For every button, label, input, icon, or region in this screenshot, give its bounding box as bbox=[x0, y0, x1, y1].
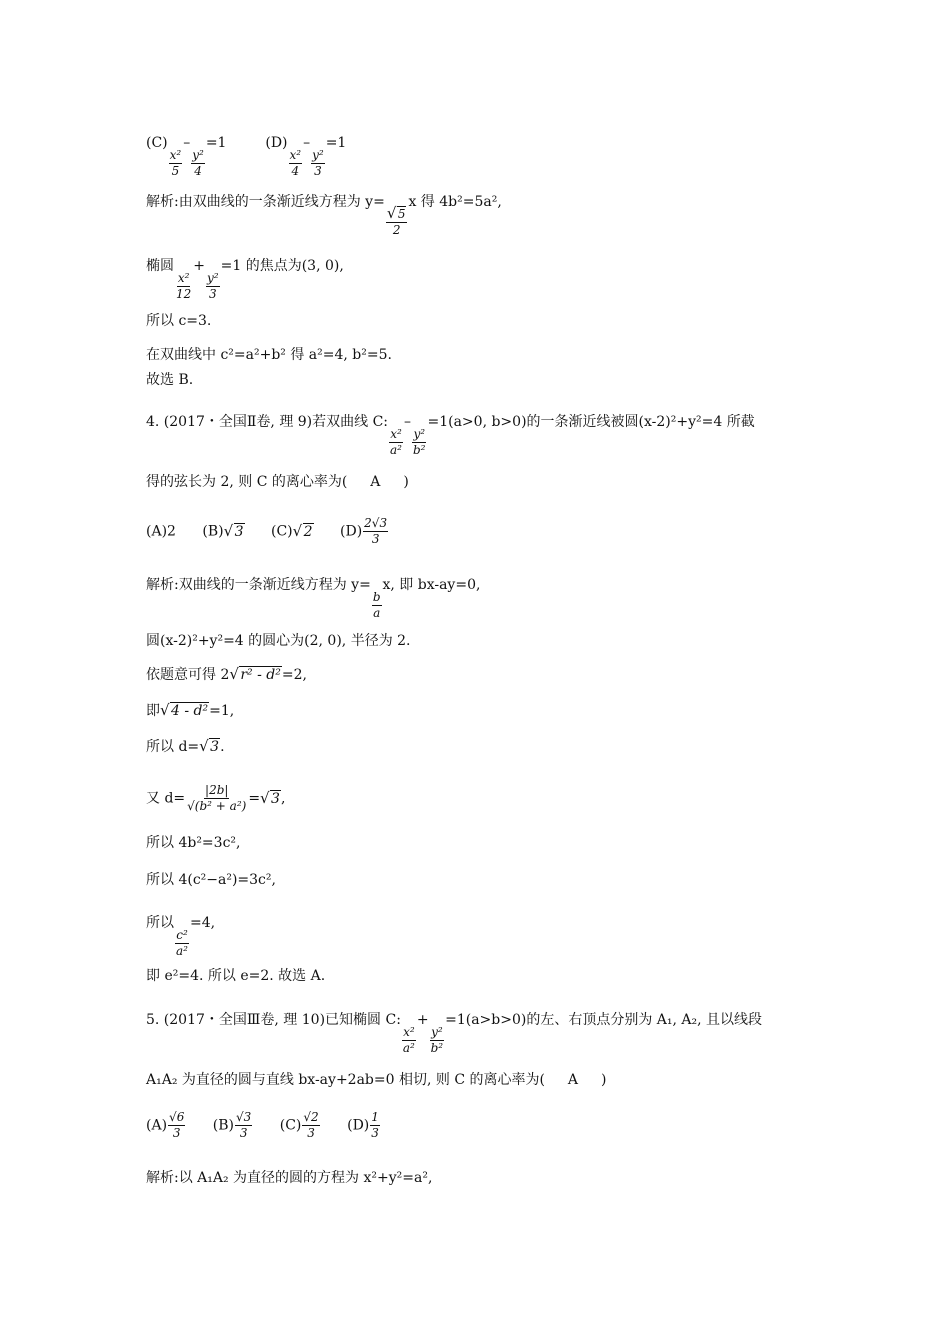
q4-stem-line-2: 得的弦长为 2, 则 C 的离心率为( A ) bbox=[146, 474, 409, 490]
q3-solution-line-1: 解析:由双曲线的一条渐近线方程为 y= √ $\frac{5}{2}$ x 得 4b²=5a², bbox=[146, 192, 502, 238]
answer-blank: A bbox=[370, 474, 381, 490]
option-b: (B) bbox=[212, 1117, 234, 1134]
q5-options-line: (A) $\frac{√6}{3}$ (B) $\frac{√3}{3}$ (C) $\frac{√2}{3}$ (D) $\frac{1}{3}$ bbox=[146, 1110, 379, 1140]
q3-solution-line-2: 椭圆 $\frac{\text{x²}}{12}$ + $\frac{\text{y²}}{3}$ =1 的焦点为(3, 0), bbox=[146, 258, 344, 301]
q3-solution-line-5: 故选 B. bbox=[146, 372, 194, 388]
option-d: (D) bbox=[347, 1117, 370, 1134]
option-c-frac-2: $\frac{\text{y²}}{4}$ bbox=[192, 148, 204, 178]
q4-solution-line-6: 又 d= $\frac{|2b|}{\text{√(b² + a²)}}$ =√ 3, bbox=[146, 783, 285, 814]
q4-solution-line-1: 解析:双曲线的一条渐近线方程为 y= $\frac{b}{a}$ x, 即 bx-ay=0, bbox=[146, 577, 481, 620]
q5-solution-line-1: 解析:以 A₁A₂ 为直径的圆的方程为 x²+y²=a², bbox=[146, 1170, 433, 1186]
q3-options-line: (C) $\frac{\text{x²}}{5}$ – $\frac{\text{y²}}{4}$ =1 (D) $\frac{\text{x²}}{4}$ – $\frac{\text{y²}}{3}$ =1 bbox=[146, 135, 347, 178]
ellipse-frac-1: $\frac{\text{x²}}{12}$ bbox=[176, 271, 192, 301]
q5-stem-line-2: A₁A₂ 为直径的圆与直线 bx-ay+2ab=0 相切, 则 C 的离心率为( A ) bbox=[146, 1072, 607, 1088]
q4-stem-line-1: 4. (2017・全国Ⅱ卷, 理 9)若双曲线 C: $\frac{\text{x²}}{\text{a²}}$ – $\frac{\text{y²}}{\text{b²}}$ =1(a>0, b>0)的一条渐近线被圆(x-2)²+y²=4 所截 bbox=[146, 414, 755, 457]
option-d: (D) bbox=[340, 523, 363, 540]
q4-solution-line-2: 圆(x-2)²+y²=4 的圆心为(2, 0), 半径为 2. bbox=[146, 633, 411, 649]
option-d-frac-1: $\frac{\text{x²}}{4}$ bbox=[289, 148, 302, 178]
q4-solution-line-10: 即 e²=4. 所以 e=2. 故选 A. bbox=[146, 968, 326, 984]
option-a: (A)2 bbox=[146, 523, 176, 540]
asymptote-fraction: √ $\frac{5}{2}$ bbox=[386, 207, 408, 238]
option-c: (C) bbox=[279, 1117, 302, 1134]
option-b: (B) bbox=[202, 523, 224, 540]
answer-blank: A bbox=[567, 1072, 579, 1088]
q4-options-line: (A)2 (B)√ 3 (C)√ 2 (D) $\frac{2√3}{3}$ bbox=[146, 516, 389, 547]
option-a: (A) bbox=[146, 1117, 168, 1134]
q4-solution-line-3: 依题意可得 2√ r² - d²=2, bbox=[146, 665, 307, 685]
q4-solution-line-5: 所以 d=√ 3. bbox=[146, 737, 225, 757]
q3-solution-line-4: 在双曲线中 c²=a²+b² 得 a²=4, b²=5. bbox=[146, 347, 392, 363]
option-c-label: (C) bbox=[146, 135, 168, 151]
q4-solution-line-4: 即√ 4 - d²=1, bbox=[146, 701, 234, 721]
ellipse-frac-2: $\frac{\text{y²}}{3}$ bbox=[207, 271, 219, 301]
option-c: (C) bbox=[271, 523, 293, 540]
option-d-label: (D) bbox=[265, 135, 288, 151]
option-d-frac-2: $\frac{\text{y²}}{3}$ bbox=[312, 148, 324, 178]
option-c-frac-1: $\frac{\text{x²}}{5}$ bbox=[169, 148, 182, 178]
q5-stem-line-1: 5. (2017・全国Ⅲ卷, 理 10)已知椭圆 C: $\frac{\text{x²}}{\text{a²}}$ + $\frac{\text{y²}}{\text{b²}}$ =1(a>b>0)的左、右顶点分别为 A₁, A₂, 且以线段 bbox=[146, 1012, 763, 1055]
q4-solution-line-7: 所以 4b²=3c², bbox=[146, 835, 241, 851]
q3-solution-line-3: 所以 c=3. bbox=[146, 313, 212, 329]
q4-solution-line-9: 所以 $\frac{\text{c²}}{\text{a²}}$ =4, bbox=[146, 915, 216, 958]
q4-solution-line-8: 所以 4(c²−a²)=3c², bbox=[146, 872, 276, 888]
